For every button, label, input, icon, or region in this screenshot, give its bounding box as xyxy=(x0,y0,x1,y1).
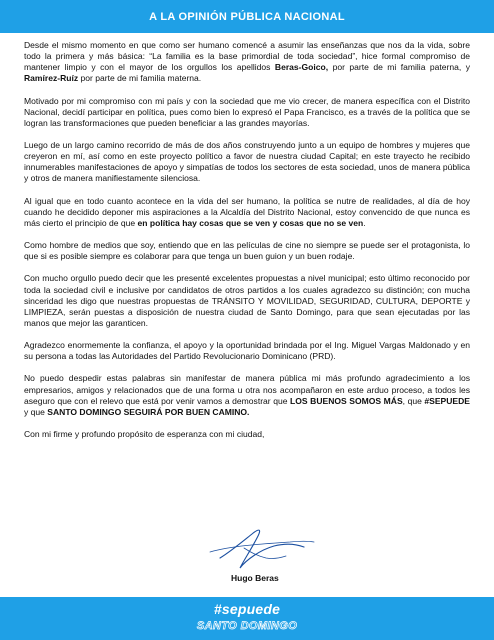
header-banner xyxy=(0,0,494,33)
handwritten-signature xyxy=(200,522,320,574)
paragraph-6: Con mucho orgullo puedo decir que les presenté excelentes propuestas a nivel municipal; esto último reconocido por toda la sociedad civil e inclusive por candidatos de otros partidos a los cuales agradezco su distinción; con mucha sinceridad les digo que nuestras propuestas de TRÁNSITO Y MOVILIDAD, SEGURIDAD, CULTURA, DEPORTE y LIMPIEZA, serán puestas a disposición de nuestra ciudad de Santo Domingo, para que sean ejecutadas por las manos que mejor las garanticen. xyxy=(24,273,470,328)
paragraph-8: No puedo despedir estas palabras sin manifestar de manera pública mi más profundo agradecimiento a los empresarios, amigos y relacionados que de una forma u otra nos acompañaron en este arduo proceso, a todos les aseguro que con el relevo que está por venir vamos a demostrar que LOS BUENOS SOMOS MÁS, que #SEPUEDE y que SANTO DOMINGO SEGUIRÁ POR BUEN CAMINO. xyxy=(24,373,470,417)
page-title: A LA OPINIÓN PÚBLICA NACIONAL xyxy=(149,10,345,23)
maternal-surname: Ramírez-Ruíz xyxy=(24,73,79,84)
signature-block xyxy=(200,522,320,586)
paragraph-1: Desde el mismo momento en que como ser humano comencé a asumir las enseñanzas que nos da la vida, sobre todo la primera y más básica: “La familia es la base primordial de toda sociedad”, hice formal compromiso de mantener limpio y con el mayor de los orgullos los apellidos Beras-Goico, por parte de mi familia paterna, y Ramírez-Ruíz por parte de mi familia materna. xyxy=(24,40,470,84)
paragraph-5: Como hombre de medios que soy, entiendo que en las películas de cine no siempre se puede ser el protagonista, lo que si es posible siempre es colaborar para que tenga un buen guion y un buen rodaje. xyxy=(24,240,470,262)
slogan-sepuede: #SEPUEDE xyxy=(424,395,470,406)
paragraph-4: Al igual que en todo cuanto acontece en la vida del ser humano, la política se nutre de realidades, al día de hoy cuando he decidido deponer mis aspiraciones a la Alcaldía del Distrito Nacional, estoy convencido de que nunca es más cierto el principio de que en política hay cosas que se ven y cosas que no se ven. xyxy=(24,195,470,228)
signature-name: Hugo Beras xyxy=(231,573,279,583)
paragraph-2: Motivado por mi compromiso con mi país y con la sociedad que me vio crecer, de manera específica con el Distrito Nacional, decidí participar en política, pues como bien lo expresó el Papa Francisco, es a través de la política que se logran las transformaciones que pueden beneficiar a las grandes mayorías. xyxy=(24,95,470,128)
footer-banner xyxy=(0,597,494,640)
paragraph-3: Luego de un largo camino recorrido de más de dos años construyendo junto a un equipo de hombres y mujeres que creyeron en mí, así como en este proyecto político a favor de nuestra ciudad Capital; en este trayecto he recibido innumerables manifestaciones de apoyo y simpatías de todos los sectores de esta sociedad, unos de manera pública y otros de manera manifiestamente silenciosa. xyxy=(24,140,470,184)
paternal-surname: Beras-Goico, xyxy=(274,62,329,73)
city-name: SANTO DOMINGO xyxy=(196,620,298,632)
closing-line: Con mi firme y profundo propósito de esperanza con mi ciudad, xyxy=(24,429,265,440)
letter-body xyxy=(24,40,470,451)
slogan-buenos: LOS BUENOS SOMOS MÁS xyxy=(290,395,403,406)
campaign-hashtag: #sepuede xyxy=(213,601,281,617)
slogan-santo-domingo: SANTO DOMINGO SEGUIRÁ POR BUEN CAMINO. xyxy=(47,406,250,417)
key-phrase: en política hay cosas que se ven y cosas que no se ven xyxy=(137,217,364,228)
paragraph-7: Agradezco enormemente la confianza, el apoyo y la oportunidad brindada por el Ing. Miguel Vargas Maldonado y en su persona a todas las Autoridades del Partido Revolucionario Dominicano (PRD). xyxy=(24,340,470,362)
